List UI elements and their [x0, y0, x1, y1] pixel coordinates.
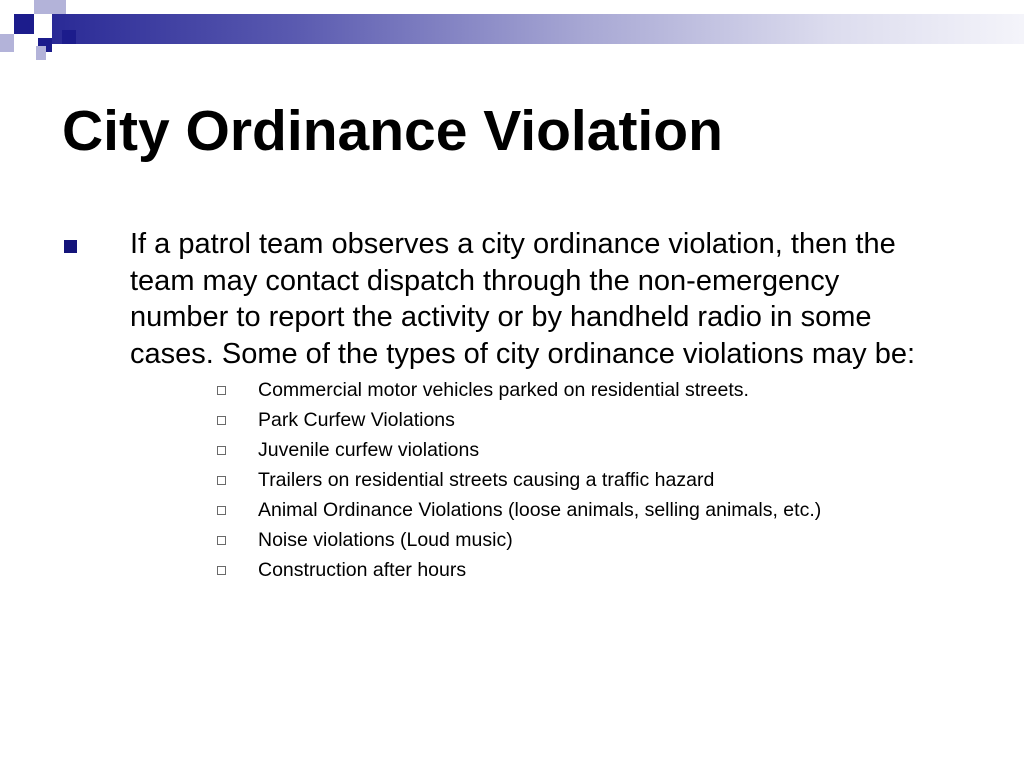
list-item: [62, 435, 962, 465]
list-item-text: Animal Ordinance Violations (loose animals, selling animals, etc.): [258, 499, 822, 521]
hollow-square-bullet-icon: [217, 446, 226, 455]
square-bullet-icon: [64, 240, 77, 253]
list-item-text: Commercial motor vehicles parked on residential streets.: [258, 379, 749, 401]
list-item-text: Juvenile curfew violations: [258, 439, 480, 461]
hollow-square-bullet-icon: [217, 476, 226, 485]
decor-square-lavender: [0, 34, 14, 52]
main-bullet: [62, 226, 930, 372]
list-item: [62, 405, 962, 435]
list-item: [62, 525, 962, 555]
slide-title: City Ordinance Violation: [62, 99, 723, 163]
decor-square-navy-large: [14, 14, 34, 34]
list-item: [62, 465, 962, 495]
hollow-square-bullet-icon: [217, 536, 226, 545]
hollow-square-bullet-icon: [217, 416, 226, 425]
hollow-square-bullet-icon: [217, 506, 226, 515]
hollow-square-bullet-icon: [217, 386, 226, 395]
list-item-text: Trailers on residential streets causing a traffic hazard: [258, 469, 715, 491]
list-item: [62, 495, 962, 525]
decor-square-lavender: [52, 0, 66, 14]
decor-square-lavender: [34, 0, 52, 14]
list-item-text: Park Curfew Violations: [258, 409, 455, 431]
list-item: [62, 555, 962, 585]
hollow-square-bullet-icon: [217, 566, 226, 575]
list-item-text: Noise violations (Loud music): [258, 529, 513, 551]
decor-square-navy-small: [62, 30, 76, 44]
slide-body: [62, 226, 962, 585]
header-gradient-bar: [52, 14, 1024, 44]
list-item-text: Construction after hours: [258, 559, 467, 581]
sub-bullet-list: [62, 375, 962, 585]
list-item: [62, 375, 962, 405]
decor-square-lavender: [36, 46, 46, 60]
main-bullet-text: If a patrol team observes a city ordinance violation, then the team may contact dispatch through the non-emergency number to report the activity or by handheld radio in some cases. Some of the types of city ordinance violations may be:: [130, 228, 916, 370]
